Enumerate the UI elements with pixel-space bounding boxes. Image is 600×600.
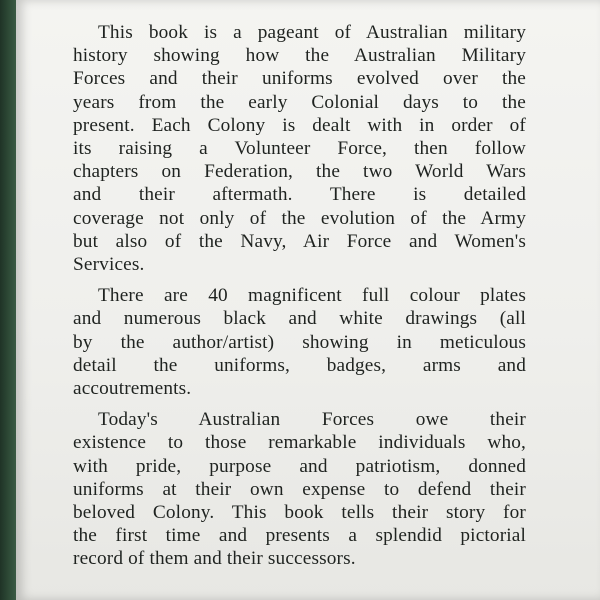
text-line: by the author/artist) showing in meticulous <box>73 331 526 353</box>
text-line: its raising a Volunteer Force, then follow <box>73 138 526 160</box>
text-line: detail the uniforms, badges, arms and <box>73 354 526 376</box>
text-line: Services. <box>73 254 145 276</box>
text-line: and numerous black and white drawings (all <box>73 308 526 330</box>
text-line: the first time and presents a splendid pictorial <box>73 525 526 547</box>
text-line: Today's Australian Forces owe their <box>98 409 526 431</box>
text-line: This book is a pageant of Australian military <box>98 22 526 43</box>
book-cover-edge <box>0 0 16 600</box>
text-line: with pride, purpose and patriotism, donned <box>73 455 526 477</box>
text-line: and their aftermath. There is detailed <box>73 184 526 206</box>
paragraph-1 <box>73 21 526 276</box>
text-line: but also of the Navy, Air Force and Women's <box>73 230 526 252</box>
text-line: Forces and their uniforms evolved over the <box>73 68 526 90</box>
text-line: coverage not only of the evolution of the Army <box>73 207 526 229</box>
text-line: existence to those remarkable individuals who, <box>73 432 526 454</box>
text-line: present. Each Colony is dealt with in order of <box>73 114 526 136</box>
text-line: beloved Colony. This book tells their story for <box>73 502 526 524</box>
text-line: record of them and their successors. <box>73 548 356 570</box>
text-line: years from the early Colonial days to the <box>73 91 526 113</box>
text-line: uniforms at their own expense to defend their <box>73 478 526 500</box>
text-line: There are 40 magnificent full colour plates <box>98 285 526 307</box>
text-line: accoutrements. <box>73 378 192 400</box>
book-jacket-page <box>16 0 600 600</box>
text-line: chapters on Federation, the two World Wars <box>73 161 526 183</box>
blurb-text <box>73 21 526 571</box>
paragraph-2 <box>73 284 526 400</box>
paragraph-3 <box>73 408 526 570</box>
text-line: history showing how the Australian Military <box>73 45 526 67</box>
